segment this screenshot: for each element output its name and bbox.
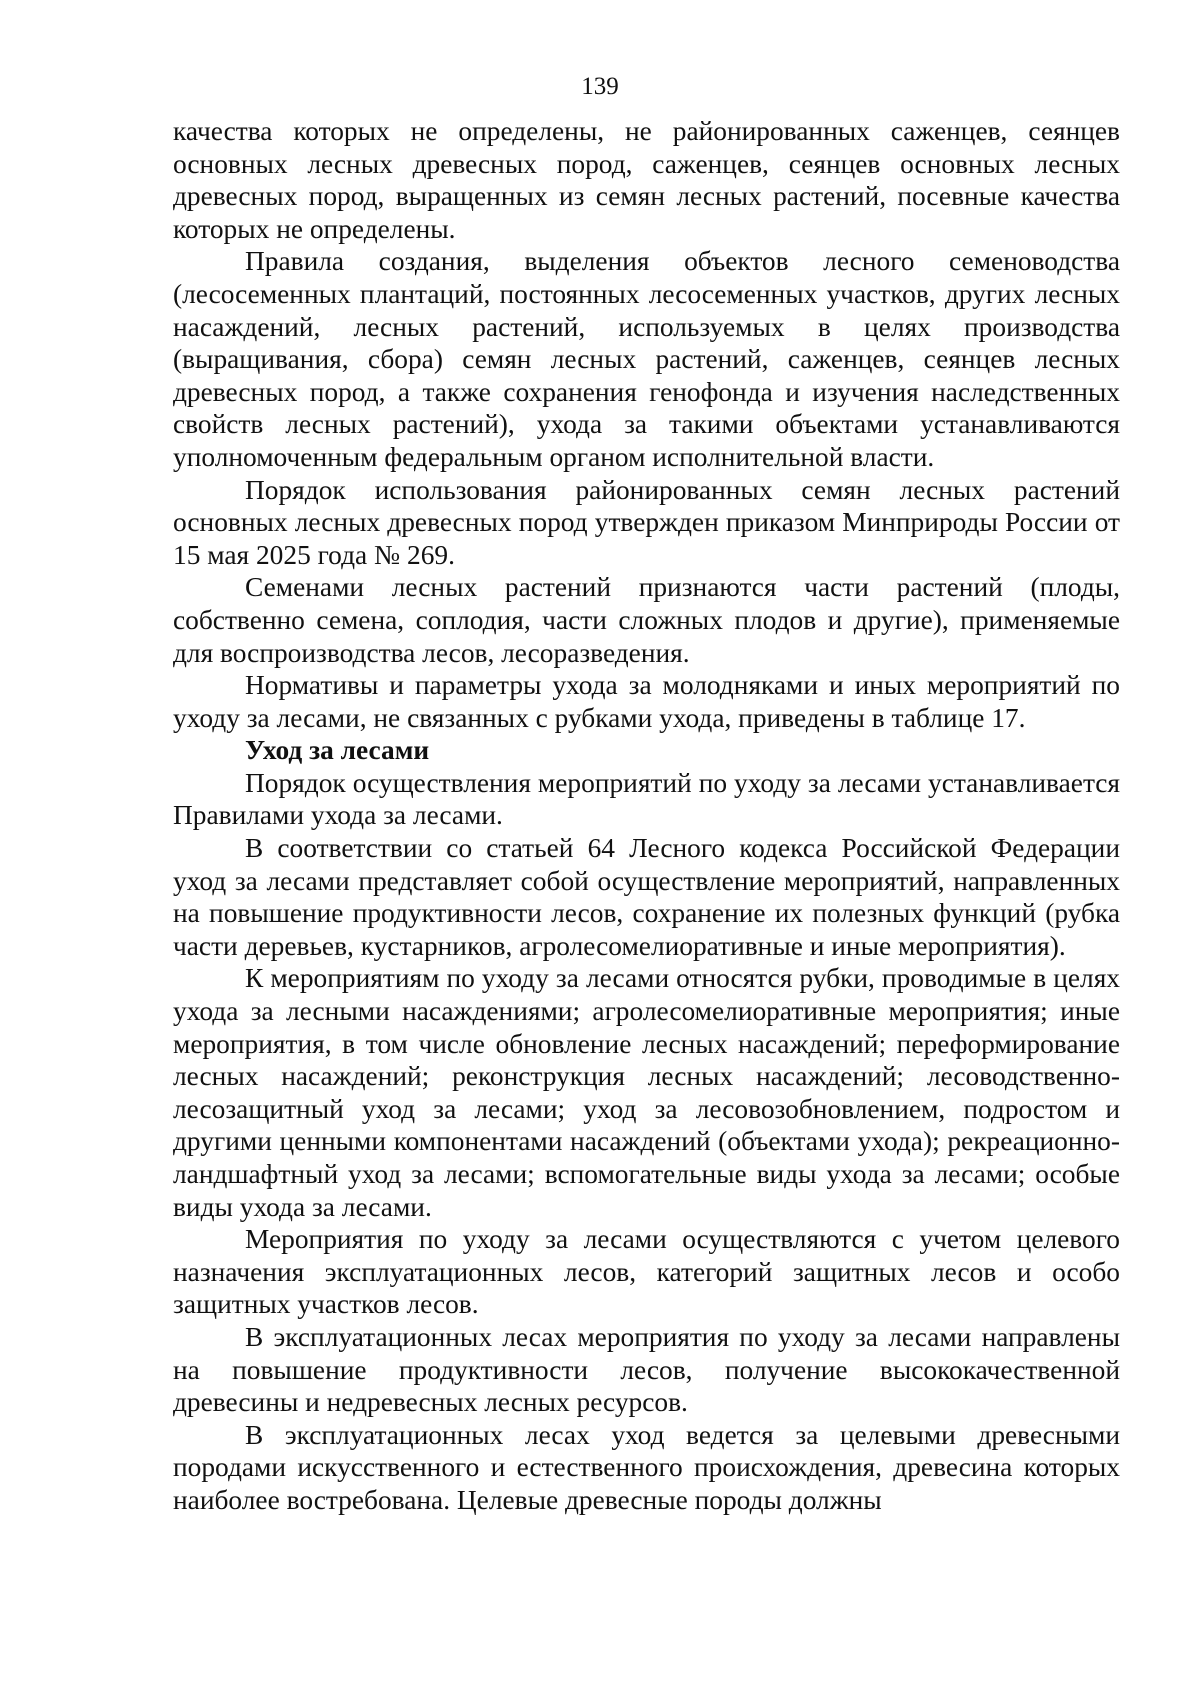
- paragraph-care-order: Порядок осуществления мероприятий по уходу за лесами устанавливается Правилами ухода за лесами.: [173, 767, 1120, 831]
- paragraph-article-64: В соответствии со статьей 64 Лесного кодекса Российской Федерации уход за лесами представляет собой осуществление мероприятий, направленных на повышение продуктивности лесов, сохранение их полезных функций (рубка части деревьев, кустарников, агролесомелиоративные и иные мероприятия).: [173, 833, 1120, 961]
- section-heading: Уход за лесами: [245, 735, 430, 766]
- paragraph-seed-definition: Семенами лесных растений признаются части растений (плоды, собственно семена, соплодия, части сложных плодов и другие), применяемые для воспроизводства лесов, лесоразведения.: [173, 572, 1120, 668]
- paragraph-seed-use-order: Порядок использования районированных семян лесных растений основных лесных древесных пород утвержден приказом Минприроды России от 15 мая 2025 года № 269.: [173, 474, 1120, 570]
- paragraph-exploitation-forests: В эксплуатационных лесах мероприятия по уходу за лесами направлены на повышение продуктивности лесов, получение высококачественной древесины и недревесных лесных ресурсов.: [173, 1321, 1120, 1418]
- paragraph-care-activities: К мероприятиям по уходу за лесами относятся рубки, проводимые в целях ухода за лесными насаждениями; агролесомелиоративные мероприятия; иные мероприятия, в том числе обновление лесных насаждений; переформирование лесных насаждений; реконструкция лесных насаждений; лесоводственно-лесозащитный уход за лесами; уход за лесовозобновлением, подростом и другими ценными компонентами насаждений (объектами ухода); рекреационно-ландшафтный уход за лесами; вспомогательные виды ухода за лесами; особые виды ухода за лесами.: [173, 963, 1120, 1222]
- paragraph-care-norms: Нормативы и параметры ухода за молодняками и иных мероприятий по уходу за лесами, не связанных с рубками ухода, приведены в таблице 17.: [173, 670, 1120, 733]
- document-body: [173, 115, 1120, 1517]
- paragraph-care-purpose: Мероприятия по уходу за лесами осуществляются с учетом целевого назначения эксплуатационных лесов, категорий защитных лесов и особо защитных участков лесов.: [173, 1224, 1120, 1320]
- paragraph-target-species: В эксплуатационных лесах уход ведется за целевыми древесными породами искусственного и естественного происхождения, древесина которых наиболее востребована. Целевые древесные породы должны: [173, 1419, 1120, 1515]
- paragraph-continuation: качества которых не определены, не районированных саженцев, сеянцев основных лесных древесных пород, саженцев, сеянцев основных лесных древесных пород, выращенных из семян лесных растений, посевные качества которых не определены.: [173, 116, 1120, 244]
- paragraph-seed-objects-rules: Правила создания, выделения объектов лесного семеноводства (лесосеменных плантаций, постоянных лесосеменных участков, других лесных насаждений, лесных растений, используемых в целях производства (выращивания, сбора) семян лесных растений, саженцев, сеянцев лесных древесных пород, а также сохранения генофонда и изучения наследственных свойств лесных растений), ухода за такими объектами устанавливаются уполномоченным федеральным органом исполнительной власти.: [173, 246, 1120, 472]
- page-number: 139: [581, 73, 619, 100]
